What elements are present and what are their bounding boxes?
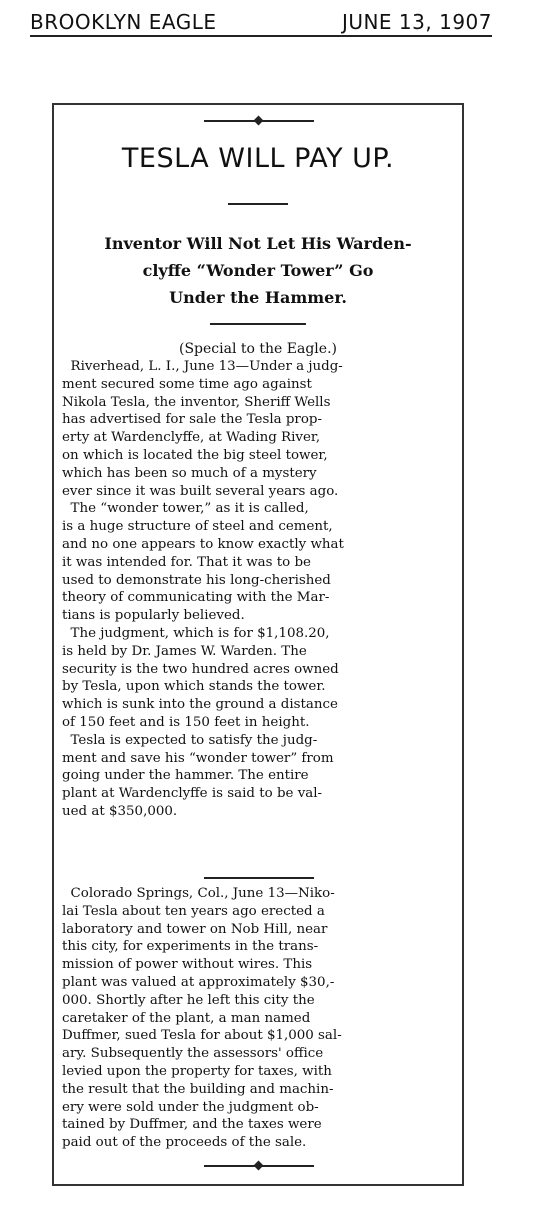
body-line: The “wonder tower,” as it is called, — [62, 501, 309, 517]
subhead-divider — [210, 323, 306, 325]
subhead-line-1: Inventor Will Not Let His Warden- — [104, 234, 412, 253]
body-line: it was intended for. That it was to be — [62, 554, 311, 570]
body-line: of 150 feet and is 150 feet in height. — [62, 714, 310, 730]
body-line: has advertised for sale the Tesla prop- — [62, 412, 322, 428]
body-line: ment and save his “wonder tower” from — [62, 750, 334, 766]
dateline: (Special to the Eagle.) — [179, 341, 337, 357]
body-line: ued at $350,000. — [62, 803, 178, 819]
body-line: which is sunk into the ground a distance — [62, 697, 338, 713]
article-body-part-2 — [62, 885, 460, 1152]
body-line: ever since it was built several years ago. — [62, 483, 339, 499]
newspaper-header — [30, 10, 492, 37]
body-line: levied upon the property for taxes, with — [62, 1063, 332, 1079]
body-line: Duffmer, sued Tesla for about $1,000 sal- — [62, 1028, 342, 1044]
body-line: 000. Shortly after he left this city the — [62, 992, 315, 1008]
headline: TESLA WILL PAY UP. — [121, 143, 395, 174]
subhead-line-2: clyffe “Wonder Tower” Go — [142, 261, 374, 280]
body-line: Colorado Springs, Col., June 13—Niko- — [62, 886, 335, 901]
body-line: used to demonstrate his long-cherished — [62, 572, 331, 588]
body-line: mission of power without wires. This — [62, 957, 313, 973]
body-line: tained by Duffmer, and the taxes were — [62, 1117, 322, 1133]
body-line: security is the two hundred acres owned — [62, 661, 339, 677]
body-line: is held by Dr. James W. Warden. The — [62, 643, 307, 659]
newspaper-clipping — [52, 103, 464, 1186]
body-line: ery were sold under the judgment ob- — [62, 1099, 319, 1115]
body-line: caretaker of the plant, a man named — [62, 1010, 311, 1026]
body-line: on which is located the big steel tower, — [62, 447, 328, 463]
bottom-ornament-rule — [204, 1165, 314, 1167]
body-line: Tesla is expected to satisfy the judg- — [62, 732, 318, 748]
body-line: laboratory and tower on Nob Hill, near — [62, 921, 328, 937]
paper-name: BROOKLYN EAGLE — [30, 10, 217, 34]
body-line: is a huge structure of steel and cement, — [62, 519, 333, 535]
body-line: by Tesla, upon which stands the tower. — [62, 679, 326, 695]
body-line: Riverhead, L. I., June 13—Under a judg- — [62, 359, 343, 374]
subhead-line-3: Under the Hammer. — [169, 288, 347, 307]
body-line: this city, for experiments in the trans- — [62, 939, 319, 955]
body-line: tians is popularly believed. — [62, 608, 245, 624]
body-line: lai Tesla about ten years ago erected a — [62, 903, 325, 919]
body-line: paid out of the proceeds of the sale. — [62, 1135, 307, 1151]
article-body-part-1 — [62, 358, 460, 821]
section-divider — [204, 877, 314, 879]
body-line: ary. Subsequently the assessors' office — [62, 1046, 324, 1062]
body-line: Nikola Tesla, the inventor, Sheriff Wells — [62, 394, 331, 410]
body-line: the result that the building and machin- — [62, 1081, 334, 1097]
headline-divider — [228, 203, 288, 205]
body-line: going under the hammer. The entire — [62, 768, 309, 784]
body-line: plant was valued at approximately $30,- — [62, 974, 335, 990]
body-line: theory of communicating with the Mar- — [62, 590, 330, 606]
top-ornament-rule — [204, 120, 314, 122]
body-line: and no one appears to know exactly what — [62, 536, 344, 552]
issue-date: JUNE 13, 1907 — [341, 10, 492, 34]
body-line: The judgment, which is for $1,108.20, — [62, 625, 330, 641]
body-line: ment secured some time ago against — [62, 376, 312, 392]
body-line: plant at Wardenclyffe is said to be val- — [62, 786, 323, 802]
body-line: erty at Wardenclyffe, at Wading River, — [62, 430, 321, 446]
body-line: which has been so much of a mystery — [62, 465, 317, 481]
